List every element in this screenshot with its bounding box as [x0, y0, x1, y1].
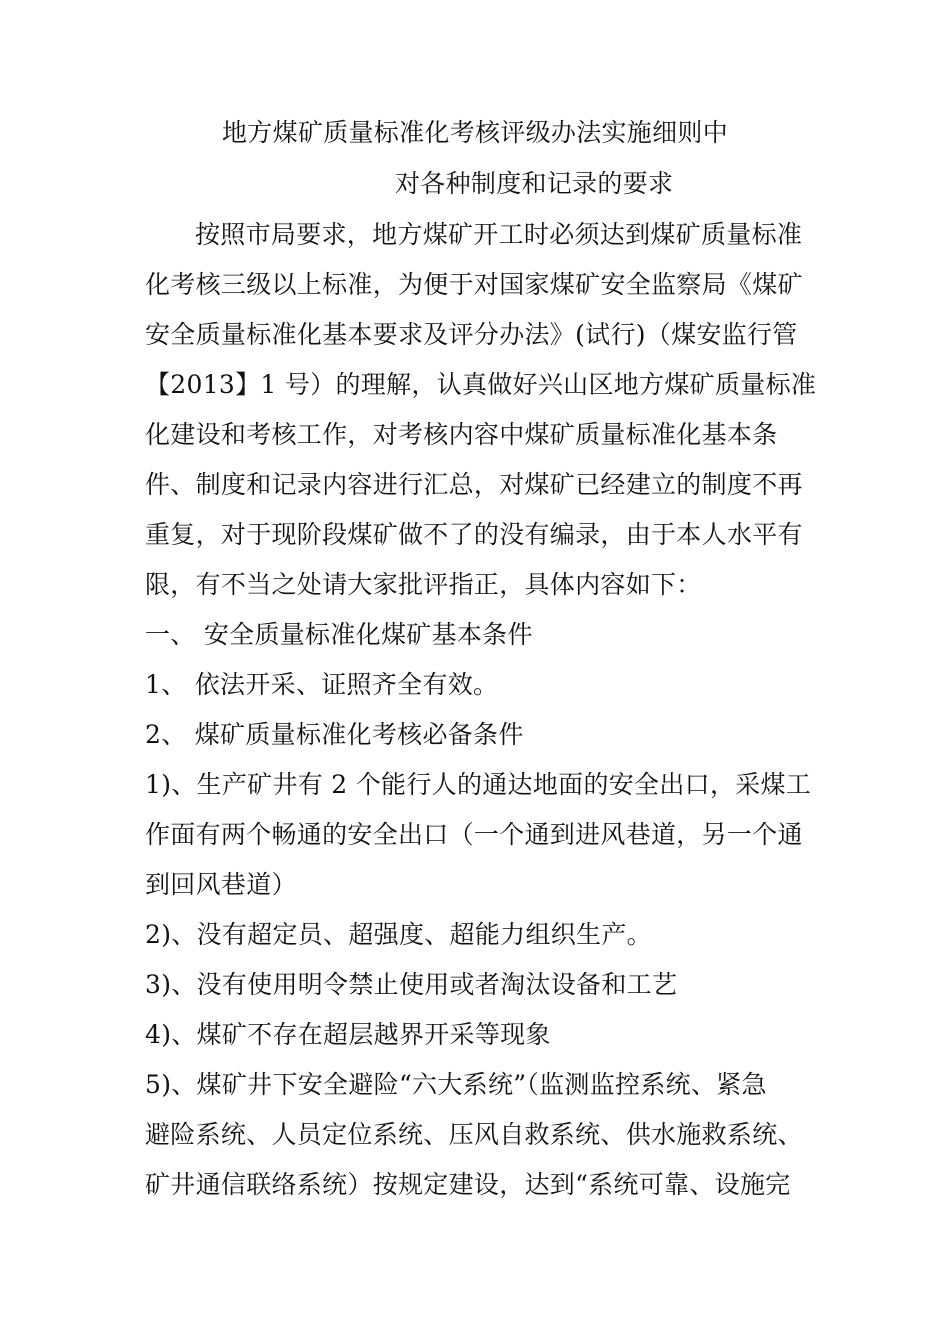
list-item: 5)、煤矿井下安全避险“六大系统”（监测监控系统、紧急	[145, 1070, 767, 1099]
paragraph-line: 化考核三级以上标准，为便于对国家煤矿安全监察局《煤矿	[145, 270, 803, 299]
paragraph-line: 按照市局要求，地方煤矿开工时必须达到煤矿质量标准	[195, 220, 803, 249]
list-item-continuation: 作面有两个畅通的安全出口（一个通到进风巷道，另一个通	[145, 820, 803, 849]
paragraph-line: 【2013】1 号）的理解，认真做好兴山区地方煤矿质量标准	[145, 370, 817, 399]
list-item: 4)、煤矿不存在超层越界开采等现象	[145, 1020, 551, 1049]
list-item: 3)、没有使用明令禁止使用或者淘汰设备和工艺	[145, 970, 678, 999]
paragraph-line: 安全质量标准化基本要求及评分办法》(试行)（煤安监行管	[145, 320, 798, 349]
paragraph-line: 化建设和考核工作，对考核内容中煤矿质量标准化基本条	[145, 420, 778, 449]
document-title-line-2: 对各种制度和记录的要求	[395, 169, 674, 198]
list-item: 1)、生产矿井有 2 个能行人的通达地面的安全出口，采煤工	[145, 770, 812, 799]
paragraph-line: 重复，对于现阶段煤矿做不了的没有编录，由于本人水平有	[145, 520, 803, 549]
document-title-line-1: 地方煤矿质量标准化考核评级办法实施细则中	[222, 118, 729, 147]
list-item: 2)、没有超定员、超强度、超能力组织生产。	[145, 920, 652, 949]
section-heading: 一、 安全质量标准化煤矿基本条件	[145, 620, 533, 649]
list-item-continuation: 矿井通信联络系统）按规定建设，达到“系统可靠、设施完	[145, 1170, 791, 1199]
list-item: 2、 煤矿质量标准化考核必备条件	[145, 720, 524, 749]
list-item-continuation: 避险系统、人员定位系统、压风自救系统、供水施救系统、	[145, 1120, 803, 1149]
paragraph-line: 限，有不当之处请大家批评指正，具体内容如下：	[145, 570, 702, 599]
list-item-continuation: 到回风巷道）	[145, 870, 297, 899]
list-item: 1、 依法开采、证照齐全有效。	[145, 670, 499, 699]
paragraph-line: 件、制度和记录内容进行汇总，对煤矿已经建立的制度不再	[145, 470, 803, 499]
